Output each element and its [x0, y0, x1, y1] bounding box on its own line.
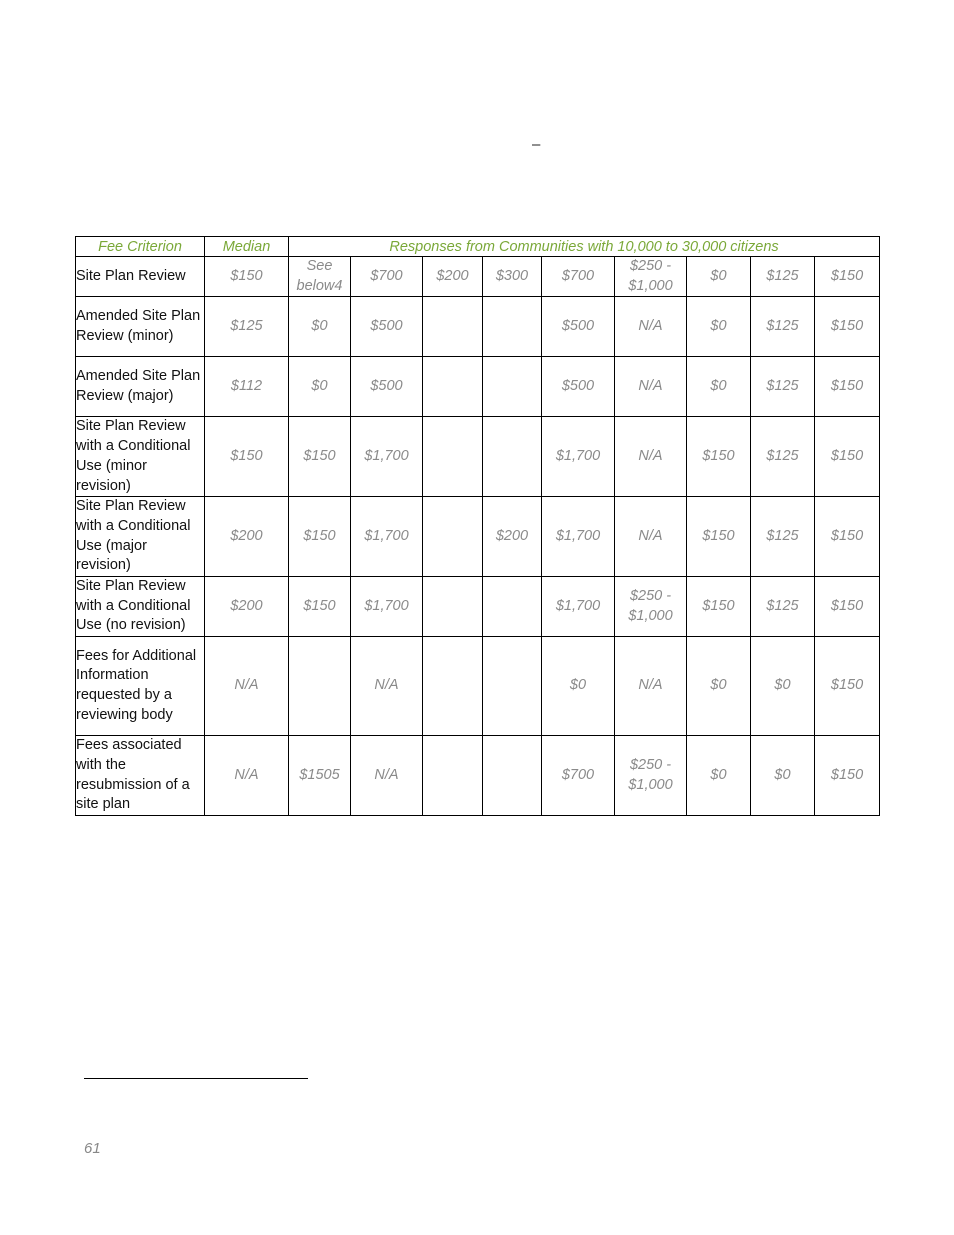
- response-cell: $500: [351, 297, 423, 357]
- median-cell: N/A: [205, 736, 289, 816]
- response-cell: $150: [815, 736, 880, 816]
- response-cell: $0: [687, 736, 751, 816]
- response-cell: $250 - $1,000: [615, 257, 687, 297]
- fee-criterion-cell: Site Plan Review with a Conditional Use (no revision): [76, 577, 205, 637]
- response-cell: $1505: [289, 736, 351, 816]
- response-cell: $250 - $1,000: [615, 736, 687, 816]
- header-responses: Responses from Communities with 10,000 to 30,000 citizens: [289, 237, 880, 257]
- response-cell: $150: [815, 577, 880, 637]
- response-cell: $1,700: [542, 417, 615, 497]
- table-row: [76, 417, 880, 497]
- table-row: [76, 357, 880, 417]
- response-cell: [483, 577, 542, 637]
- fee-criterion-cell: Fees associated with the resubmission of a site plan: [76, 736, 205, 816]
- median-cell: $112: [205, 357, 289, 417]
- response-cell: $150: [687, 577, 751, 637]
- response-cell: $150: [815, 417, 880, 497]
- response-cell: [423, 497, 483, 577]
- response-cell: $250 - $1,000: [615, 577, 687, 637]
- median-cell: $200: [205, 577, 289, 637]
- fee-table: [75, 236, 880, 816]
- response-cell: $150: [687, 497, 751, 577]
- response-cell: $300: [483, 257, 542, 297]
- fee-criterion-cell: Site Plan Review: [76, 257, 205, 297]
- table-row: [76, 297, 880, 357]
- response-cell: $150: [815, 257, 880, 297]
- response-cell: N/A: [351, 736, 423, 816]
- response-cell: $500: [542, 357, 615, 417]
- page-number: 61: [84, 1140, 101, 1157]
- title-dash: –: [532, 136, 541, 153]
- response-cell: [483, 297, 542, 357]
- response-cell: N/A: [351, 637, 423, 736]
- response-cell: See below4: [289, 257, 351, 297]
- response-cell: N/A: [615, 637, 687, 736]
- response-cell: $0: [687, 357, 751, 417]
- table-header-row: [76, 237, 880, 257]
- response-cell: $700: [542, 736, 615, 816]
- response-cell: [483, 736, 542, 816]
- response-cell: $150: [687, 417, 751, 497]
- fee-criterion-cell: Amended Site Plan Review (minor): [76, 297, 205, 357]
- response-cell: $150: [815, 497, 880, 577]
- footnote-rule: [84, 1078, 308, 1079]
- table-row: [76, 497, 880, 577]
- response-cell: $1,700: [351, 417, 423, 497]
- response-cell: $0: [751, 736, 815, 816]
- table-row: [76, 736, 880, 816]
- response-cell: [289, 637, 351, 736]
- response-cell: [423, 736, 483, 816]
- response-cell: $0: [289, 297, 351, 357]
- response-cell: $0: [687, 637, 751, 736]
- response-cell: [423, 417, 483, 497]
- response-cell: N/A: [615, 417, 687, 497]
- median-cell: $200: [205, 497, 289, 577]
- response-cell: [483, 417, 542, 497]
- response-cell: $1,700: [351, 497, 423, 577]
- response-cell: $0: [687, 257, 751, 297]
- response-cell: [483, 637, 542, 736]
- median-cell: $125: [205, 297, 289, 357]
- response-cell: [423, 297, 483, 357]
- response-cell: $0: [542, 637, 615, 736]
- fee-criterion-cell: Amended Site Plan Review (major): [76, 357, 205, 417]
- response-cell: N/A: [615, 497, 687, 577]
- response-cell: [483, 357, 542, 417]
- median-cell: $150: [205, 257, 289, 297]
- header-median: Median: [205, 237, 289, 257]
- response-cell: [423, 577, 483, 637]
- response-cell: $500: [542, 297, 615, 357]
- response-cell: N/A: [615, 357, 687, 417]
- response-cell: $150: [289, 417, 351, 497]
- response-cell: N/A: [615, 297, 687, 357]
- response-cell: $0: [751, 637, 815, 736]
- median-cell: N/A: [205, 637, 289, 736]
- response-cell: $125: [751, 497, 815, 577]
- response-cell: $200: [483, 497, 542, 577]
- response-cell: $125: [751, 577, 815, 637]
- median-cell: $150: [205, 417, 289, 497]
- response-cell: $150: [815, 357, 880, 417]
- table-row: [76, 577, 880, 637]
- response-cell: $700: [351, 257, 423, 297]
- response-cell: $1,700: [542, 497, 615, 577]
- response-cell: $1,700: [351, 577, 423, 637]
- response-cell: $125: [751, 297, 815, 357]
- fee-criterion-cell: Fees for Additional Information requested by a reviewing body: [76, 637, 205, 736]
- response-cell: $125: [751, 357, 815, 417]
- response-cell: $125: [751, 257, 815, 297]
- response-cell: $700: [542, 257, 615, 297]
- response-cell: $500: [351, 357, 423, 417]
- response-cell: [423, 637, 483, 736]
- response-cell: [423, 357, 483, 417]
- response-cell: $150: [815, 637, 880, 736]
- header-fee-criterion: Fee Criterion: [76, 237, 205, 257]
- response-cell: $0: [289, 357, 351, 417]
- response-cell: $0: [687, 297, 751, 357]
- response-cell: $150: [815, 297, 880, 357]
- response-cell: $150: [289, 577, 351, 637]
- fee-criterion-cell: Site Plan Review with a Conditional Use (major revision): [76, 497, 205, 577]
- response-cell: $150: [289, 497, 351, 577]
- response-cell: $1,700: [542, 577, 615, 637]
- response-cell: $125: [751, 417, 815, 497]
- response-cell: $200: [423, 257, 483, 297]
- fee-criterion-cell: Site Plan Review with a Conditional Use (minor revision): [76, 417, 205, 497]
- table-row: [76, 257, 880, 297]
- table-row: [76, 637, 880, 736]
